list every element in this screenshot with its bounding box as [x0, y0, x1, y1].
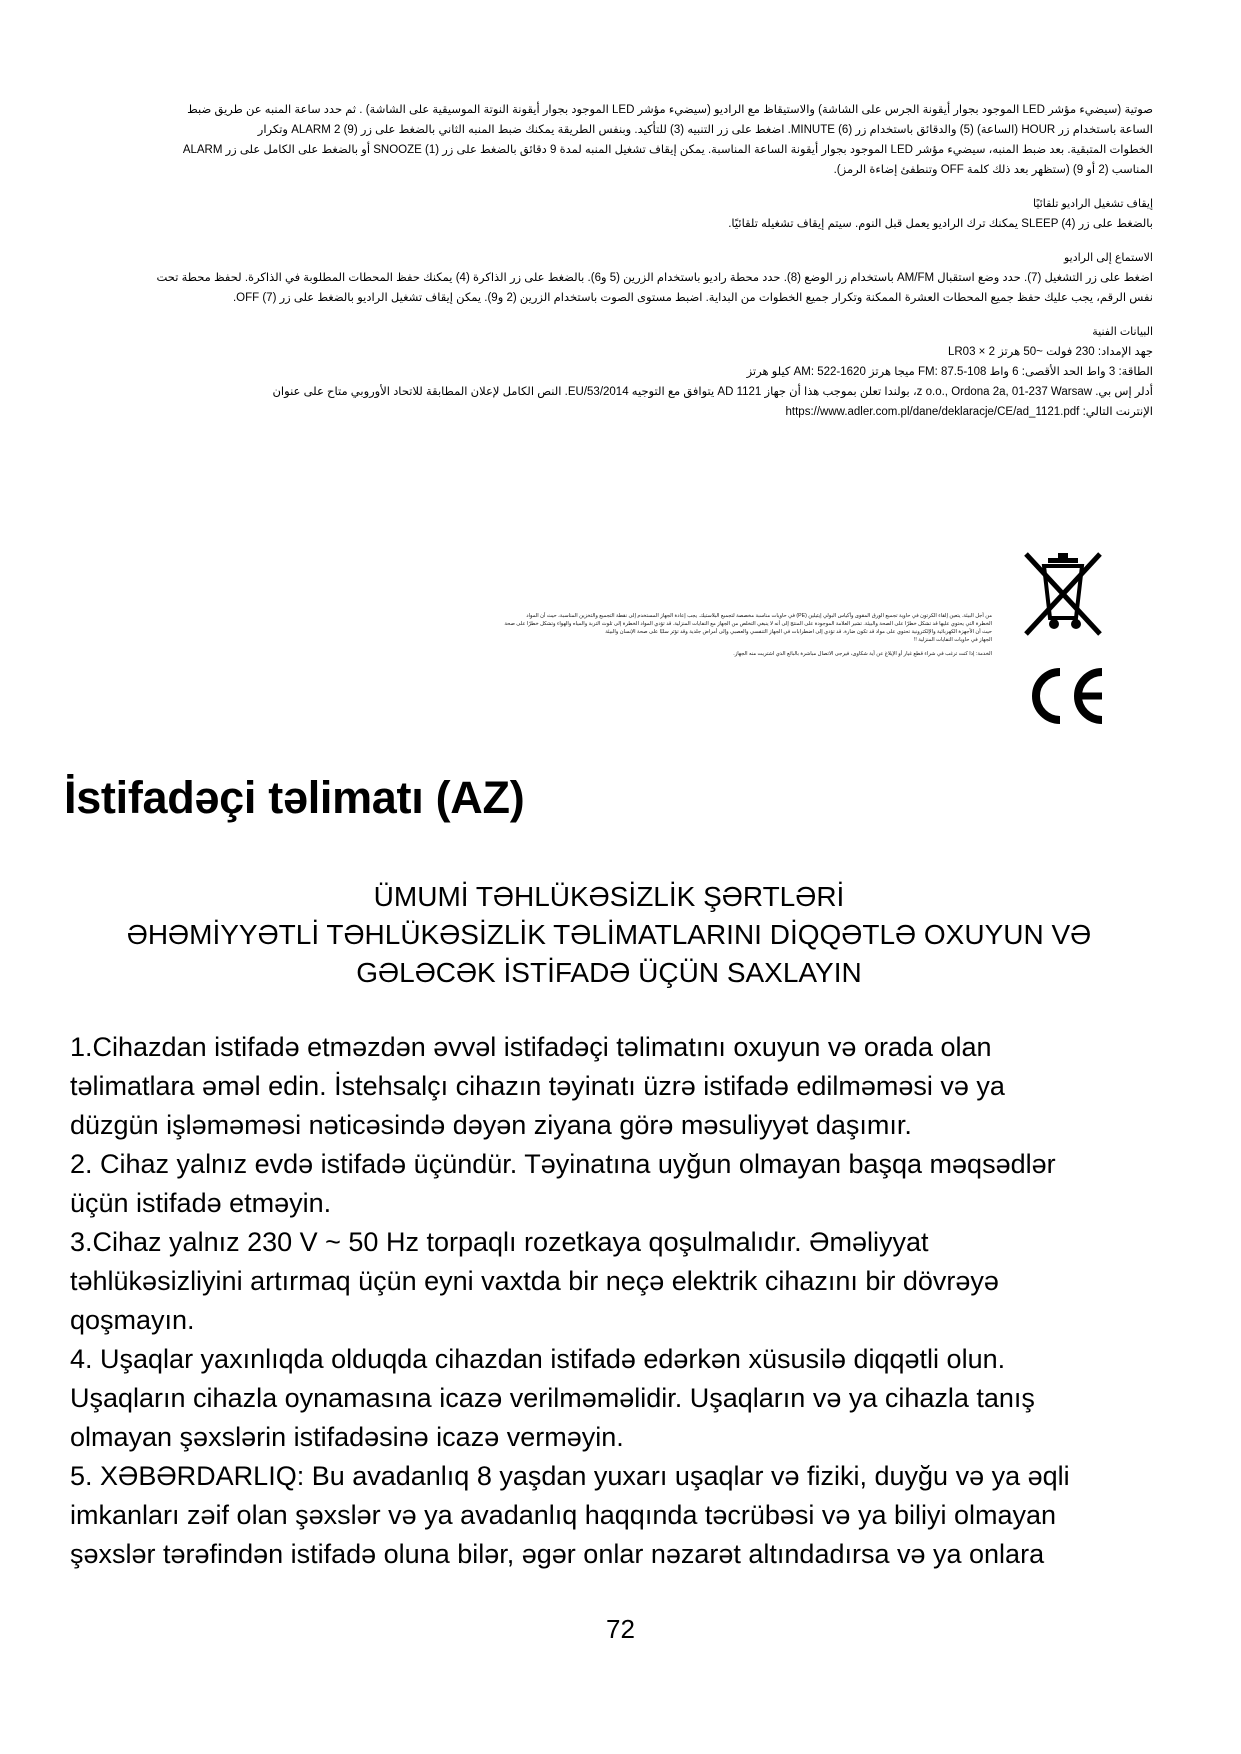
text-line: şəxslər tərəfindən istifadə oluna bilər, əgər onlar nəzarət altındadırsa və ya onlara [70, 1539, 1045, 1569]
text-line: 5. XƏBƏRDARLIQ: Bu avadanlıq 8 yaşdan yuxarı uşaqlar və fiziki, duyğu və ya əqli [70, 1461, 1070, 1491]
text-line: 4. Uşaqlar yaxınlıqda olduqda cihazdan istifadə edərkən xüsusilə diqqətli olun. [70, 1344, 1006, 1374]
instruction-paragraph-5 [70, 1457, 1180, 1574]
radio-heading: الاستماع إلى الراديو [1063, 252, 1153, 264]
safety-instructions [70, 1028, 1180, 1574]
sleep-line: بالضغط على زر SLEEP (4) يمكنك ترك الراديو يعمل قبل النوم. سيتم إيقاف تشغيله تلقائيًا. [728, 218, 1153, 230]
specs-line: أدلر إس بي. z o.o., Ordona 2a, 01-237 Warsaw، بولندا تعلن بموجب هذا أن جهاز AD 1121 يتوافق مع التوجيه EU/53/2014. النص الكامل لإعلان المطابقة للاتحاد الأوروبي متاح على عنوان [272, 386, 1153, 398]
page-title: İstifadəçi təlimatı (AZ) [64, 772, 525, 823]
text-line: təhlükəsizliyini artırmaq üçün eyni vaxtda bir neçə elektrik cihazını bir dövrəyə [70, 1266, 999, 1296]
safety-heading [64, 878, 1154, 992]
disposal-line: الجهاز في حاويات النفايات المنزلية !! [913, 637, 992, 643]
sleep-heading: إيقاف تشغيل الراديو تلقائيًا [1033, 198, 1153, 210]
text-line: 2. Cihaz yalnız evdə istifadə üçündür. Təyinatına uyğun olmayan başqa məqsədlər [70, 1149, 1056, 1179]
disposal-line: حيث أن الأجهزة الكهربائية والإلكترونية تحتوي على مواد قد تكون ضارة. قد تؤدي إلى اضطرابات في الجهاز التنفسي والعصبي وإلى أمراض جلدية وقد تؤثر سلبًا على صحة الإنسان والبيئة [605, 629, 992, 635]
specs-heading: البيانات الفنية [1092, 326, 1153, 338]
safety-heading-line: ÜMUMİ TƏHLÜKƏSİZLİK ŞƏRTLƏRİ [373, 881, 845, 912]
text-line: düzgün işləməməsi nəticəsində dəyən ziyana görə məsuliyyət daşımır. [70, 1110, 912, 1140]
specs-line: جهد الإمداد: 230 فولت ~50 هرتز 2 × LR03 [947, 346, 1153, 358]
disposal-line: من أجل البيئة. يتعين إلقاء الكرتون في حاوية تجميع الورق المقوى وأكياس البولي إيثيلين (PE) في حاويات مناسبة مخصصة لتجميع البلاستيك. يجب إعادة الجهاز المستخدم إلى نقطة التجميع والتخزين المناسبة، حيث أن المواد [526, 613, 992, 619]
radio-line: اضغط على زر التشغيل (7). حدد وضع استقبال AM/FM باستخدام زر الوضع (8). حدد محطة راديو باستخدام الزرين (5 و6). بالضغط على زر الذاكرة (4) يمكنك حفظ المحطات المطلوبة في الذاكرة. لحفظ محطة تحت [156, 272, 1153, 284]
text-line: 3.Cihaz yalnız 230 V ~ 50 Hz torpaqlı rozetkaya qoşulmalıdır. Əməliyyat [70, 1227, 929, 1257]
arabic-instructions [88, 100, 1153, 422]
radio-line: نفس الرقم، يجب عليك حفظ جميع المحطات العشرة الممكنة وتكرار جميع الخطوات من البداية. اضبط مستوى الصوت باستخدام الزرين (2 و9). يمكن إيقاف تشغيل الراديو بالضغط على زر OFF (7). [232, 292, 1153, 304]
instruction-paragraph-2 [70, 1145, 1180, 1223]
disposal-notice [72, 612, 992, 658]
ce-mark-icon [1022, 664, 1108, 728]
text-line: 1.Cihazdan istifadə etməzdən əvvəl istifadəçi təlimatını oxuyun və orada olan [70, 1032, 992, 1062]
text-line: üçün istifadə etməyin. [70, 1188, 332, 1218]
instruction-paragraph-3 [70, 1223, 1180, 1340]
specs-line: الطاقة: 3 واط الحد الأقصى: 6 واط FM: 87.5-108 ميجا هرتز AM: 522-1620 كيلو هرتز [746, 366, 1153, 378]
text-line: təlimatlara əməl edin. İstehsalçı cihazın təyinatı üzrə istifadə edilməməsi və ya [70, 1071, 1005, 1101]
text-line: olmayan şəxslərin istifadəsinə icazə verməyin. [70, 1422, 624, 1452]
page-number: 72 [606, 1614, 635, 1644]
specs-line: الإنترنت التالي: https://www.adler.com.pl/dane/deklaracje/CE/ad_1121.pdf [785, 406, 1153, 418]
alarm-line: الساعة باستخدام زر HOUR (الساعة) (5) والدقائق باستخدام زر MINUTE (6). اضغط على زر التنبيه (3) للتأكيد. وبنفس الطريقة يمكنك ضبط المنبه الثاني بالضغط على زر ALARM 2 (9) وتكرار [257, 124, 1153, 136]
text-line: qoşmayın. [70, 1305, 195, 1335]
crossed-out-wheelie-bin-icon [1018, 548, 1108, 640]
instruction-paragraph-4 [70, 1340, 1180, 1457]
disposal-line: الخطرة التي يحتوي عليها قد تشكل خطرًا على الصحة والبيئة. تشير العلامة الموجودة على المنتج إلى أنه لا ينبغي التخلص من الجهاز مع النفايات المنزلية. قد تؤدي المواد الخطرة إلى تلوث التربة والمياه والهواء وتشكل خطرًا على صحة [504, 621, 992, 627]
alarm-line: المناسب (2 أو 9) (ستظهر بعد ذلك كلمة OFF وتنطفئ إضاءة الرمز). [833, 164, 1153, 176]
instruction-paragraph-1 [70, 1028, 1180, 1145]
alarm-line: صوتية (سيضيء مؤشر LED الموجود بجوار أيقونة الجرس على الشاشة) والاستيقاظ مع الراديو (سيضيء مؤشر LED الموجود بجوار أيقونة النوتة الموسيقية على الشاشة) . ثم حدد ساعة المنبه عن طريق ضبط [187, 104, 1153, 116]
text-line: imkanları zəif olan şəxslər və ya avadanlıq haqqında təcrübəsi və ya biliyi olmayan [70, 1500, 1057, 1530]
safety-heading-line: GƏLƏCƏK İSTİFADƏ ÜÇÜN SAXLAYIN [356, 957, 862, 988]
alarm-line: الخطوات المتبقية. بعد ضبط المنبه، سيضيء مؤشر LED الموجود بجوار أيقونة الساعة المناسبة. يمكن إيقاف تشغيل المنبه لمدة 9 دقائق بالضغط على زر SNOOZE (1) أو بالضغط على الكامل على زر ALARM [182, 144, 1153, 156]
disposal-line: الخدمة: إذا كنت ترغب في شراء قطع غيار أو الإبلاغ عن أية شكاوى، فيرجى الاتصال مباشرة بالبائع الذي اشتريت منه الجهاز. [733, 651, 992, 657]
text-line: Uşaqların cihazla oynamasına icazə verilməməlidir. Uşaqların və ya cihazla tanış [70, 1383, 1035, 1413]
safety-heading-line: ƏHƏMİYYƏTLİ TƏHLÜKƏSİZLİK TƏLİMATLARINI DİQQƏTLƏ OXUYUN VƏ [126, 919, 1092, 950]
